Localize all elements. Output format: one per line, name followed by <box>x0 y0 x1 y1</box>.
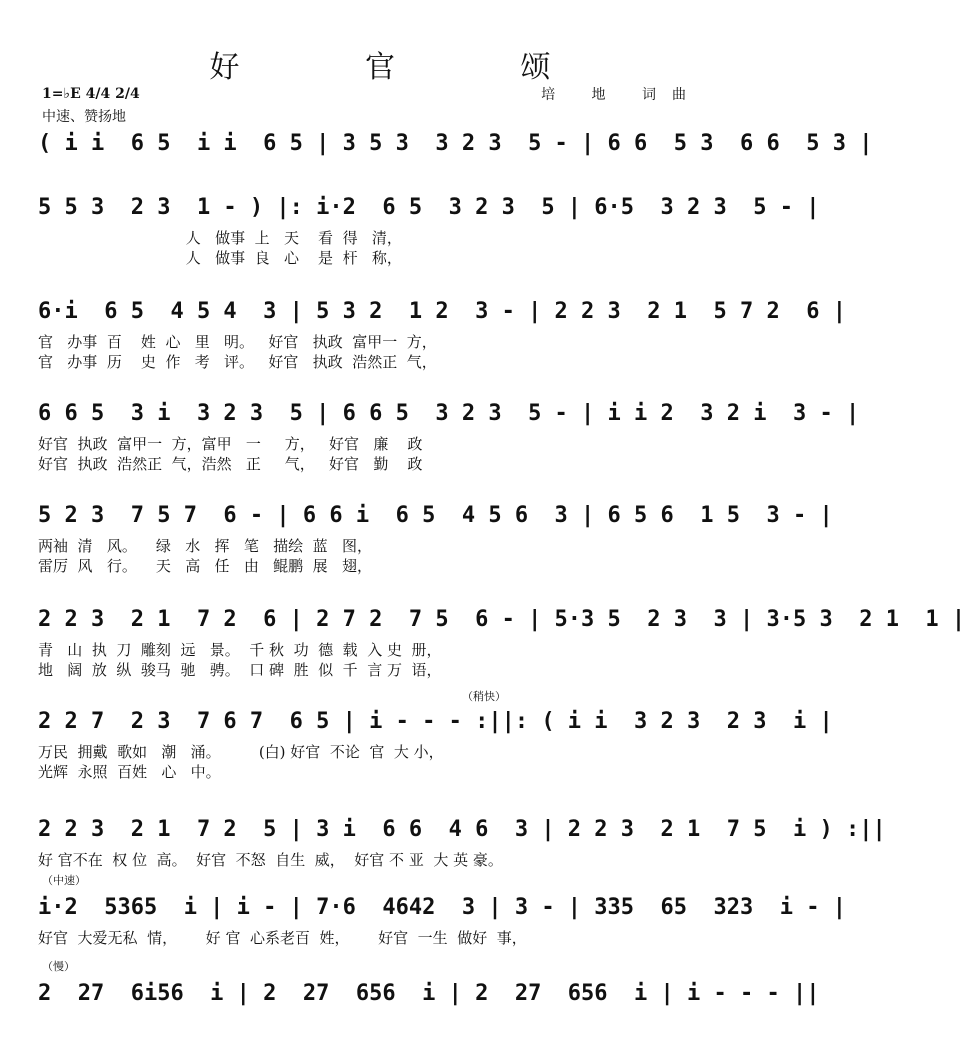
lyric-verse-2: 官 办事 历 史 作 考 评。 好官 执政 浩然正 气， <box>38 353 437 371</box>
lyric-verse-1: 好 官不在 权 位 高。 好官 不怒 自生 威， 好官 不 亚 大 英 豪。 <box>38 851 503 869</box>
composer-credit: 培 地 词曲 <box>541 87 702 103</box>
key-time-signature: 1=♭E 4/4 2/4 <box>42 86 140 102</box>
notation-line: i·2 5365 i | i - | 7·6 4642 3 | 3 - | 335 65 323 i - | <box>38 895 846 920</box>
notation-line: 2 2 7 2 3 7 6 7 6 5 | i - - - :||: ( i i 3 2 3 2 3 i | <box>38 709 833 734</box>
notation-line: 6 6 5 3 i 3 2 3 5 | 6 6 5 3 2 3 5 - | i i 2 3 2 i 3 - | <box>38 401 860 426</box>
lyric-verse-1: 青 山 执 刀 雕刻 远 景。 千 秋 功 德 载 入 史 册， <box>38 641 442 659</box>
lyric-verse-2: 地 阔 放 纵 骏马 驰 骋。 口 碑 胜 似 千 言 万 语， <box>38 661 442 679</box>
lyric-verse-1: 人 做事 上 天 看 得 清， <box>38 229 402 247</box>
tempo-annotation-mid: （中速） <box>42 874 86 887</box>
lyric-verse-1: 好官 大爱无私 情， 好 官 心系老百 姓， 好官 一生 做好 事， <box>38 929 527 947</box>
lyric-verse-2: 雷厉 风 行。 天 高 任 由 鲲鹏 展 翅， <box>38 557 372 575</box>
tempo-annotation-faster: （稍快） <box>462 690 506 703</box>
lyric-verse-1: 万民 拥戴 歌如 潮 涌。 (白) 好官 不论 官 大 小， <box>38 743 444 761</box>
tempo-marking: 中速、赞扬地 <box>42 109 126 125</box>
notation-line: 6·i 6 5 4 5 4 3 | 5 3 2 1 2 3 - | 2 2 3 2 1 5 7 2 6 | <box>38 299 846 324</box>
notation-line: 2 2 3 2 1 7 2 5 | 3 i 6 6 4 6 3 | 2 2 3 2 1 7 5 i ) :|| <box>38 817 886 842</box>
lyric-verse-1: 官 办事 百 姓 心 里 明。 好官 执政 富甲一 方， <box>38 333 437 351</box>
tempo-annotation-slow: （慢） <box>42 960 75 973</box>
notation-line: 2 27 6i56 i | 2 27 656 i | 2 27 656 i | i - - - || <box>38 981 820 1006</box>
notation-line: 5 5 3 2 3 1 - ) |: i·2 6 5 3 2 3 5 | 6·5 3 2 3 5 - | <box>38 195 820 220</box>
lyric-verse-2: 光辉 永照 百姓 心 中。 <box>38 763 221 781</box>
notation-line: ( i i 6 5 i i 6 5 | 3 5 3 3 2 3 5 - | 6 6 5 3 6 6 5 3 | <box>38 131 873 156</box>
notation-line: 5 2 3 7 5 7 6 - | 6 6 i 6 5 4 5 6 3 | 6 5 6 1 5 3 - | <box>38 503 833 528</box>
lyric-verse-1: 好官 执政 富甲一 方，富甲 一 方， 好官 廉 政 <box>38 435 423 453</box>
lyric-verse-2: 人 做事 良 心 是 杆 称， <box>38 249 402 267</box>
notation-line: 2 2 3 2 1 7 2 6 | 2 7 2 7 5 6 - | 5·3 5 2 3 3 | 3·5 3 2 1 1 | <box>38 607 965 632</box>
page-title: 好 官 颂 <box>209 50 609 85</box>
lyric-verse-1: 两袖 清 风。 绿 水 挥 笔 描绘 蓝 图， <box>38 537 372 555</box>
lyric-verse-2: 好官 执政 浩然正 气，浩然 正 气， 好官 勤 政 <box>38 455 423 473</box>
